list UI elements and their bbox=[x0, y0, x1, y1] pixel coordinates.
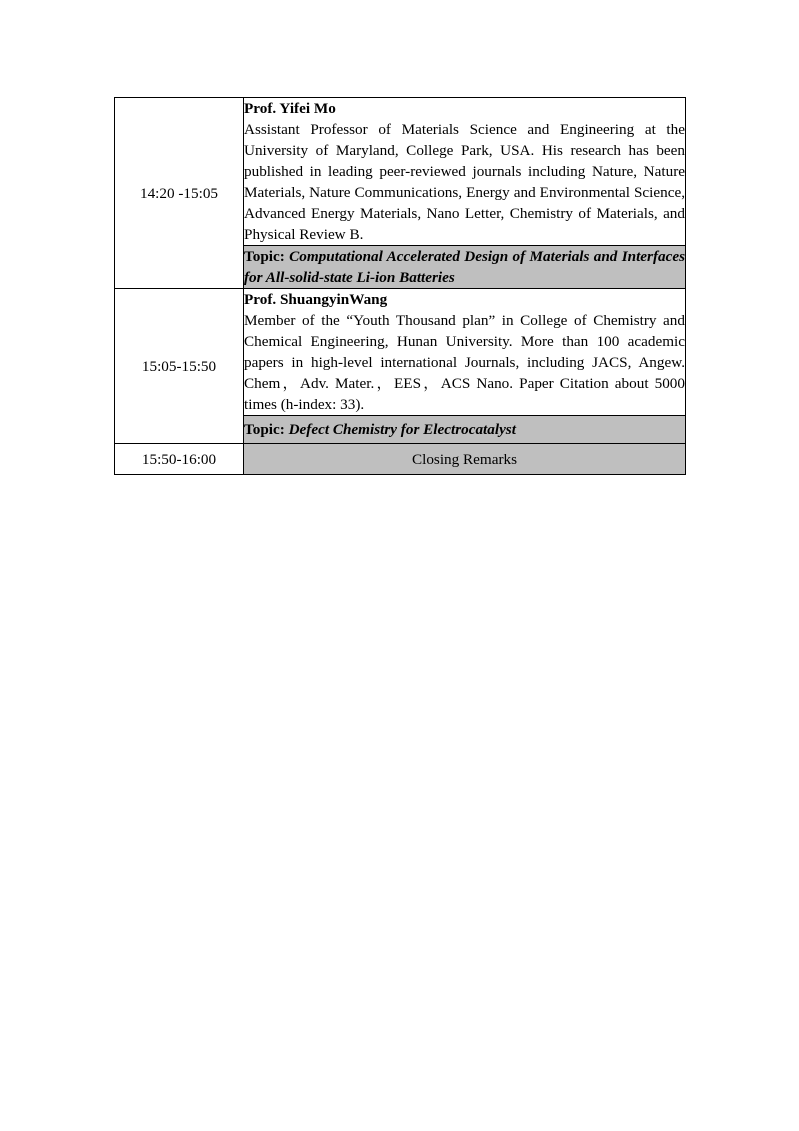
schedule-table bbox=[114, 97, 686, 475]
speaker-cell bbox=[244, 98, 686, 246]
topic-title: Computational Accelerated Design of Materials and Interfaces for All-solid-state Li-ion Batteries bbox=[244, 248, 686, 286]
topic-label: Topic: bbox=[244, 421, 285, 438]
topic-cell bbox=[244, 246, 686, 289]
speaker-bio: Assistant Professor of Materials Science and Engineering at the University of Maryland, College Park, USA. His research has been published in leading peer-reviewed journals including Nature, Nature Materials, Nature Communications, Energy and Environmental Science, Advanced Energy Materials, Nano Letter, Chemistry of Materials, and Physical Review B. bbox=[244, 121, 685, 243]
speaker-name: Prof. Yifei Mo bbox=[244, 100, 336, 117]
closing-remarks: Closing Remarks bbox=[244, 444, 686, 475]
topic-label: Topic: bbox=[244, 248, 285, 265]
closing-time: 15:50-16:00 bbox=[115, 444, 244, 475]
session-time: 15:05-15:50 bbox=[115, 289, 244, 444]
closing-row bbox=[115, 444, 686, 475]
topic-cell bbox=[244, 416, 686, 444]
session-time: 14:20 -15:05 bbox=[115, 98, 244, 289]
topic-title: Defect Chemistry for Electrocatalyst bbox=[288, 421, 516, 438]
session-row-2 bbox=[115, 289, 686, 416]
session-row-1 bbox=[115, 98, 686, 246]
speaker-cell bbox=[244, 289, 686, 416]
speaker-name: Prof. ShuangyinWang bbox=[244, 291, 388, 308]
speaker-bio: Member of the “Youth Thousand plan” in College of Chemistry and Chemical Engineering, Hunan University. More than 100 academic papers in high-level international Journals, including JACS, Angew. Chem，Adv. Mater.，EES，ACS Nano. Paper Citation about 5000 times (h-index: 33). bbox=[244, 312, 685, 413]
